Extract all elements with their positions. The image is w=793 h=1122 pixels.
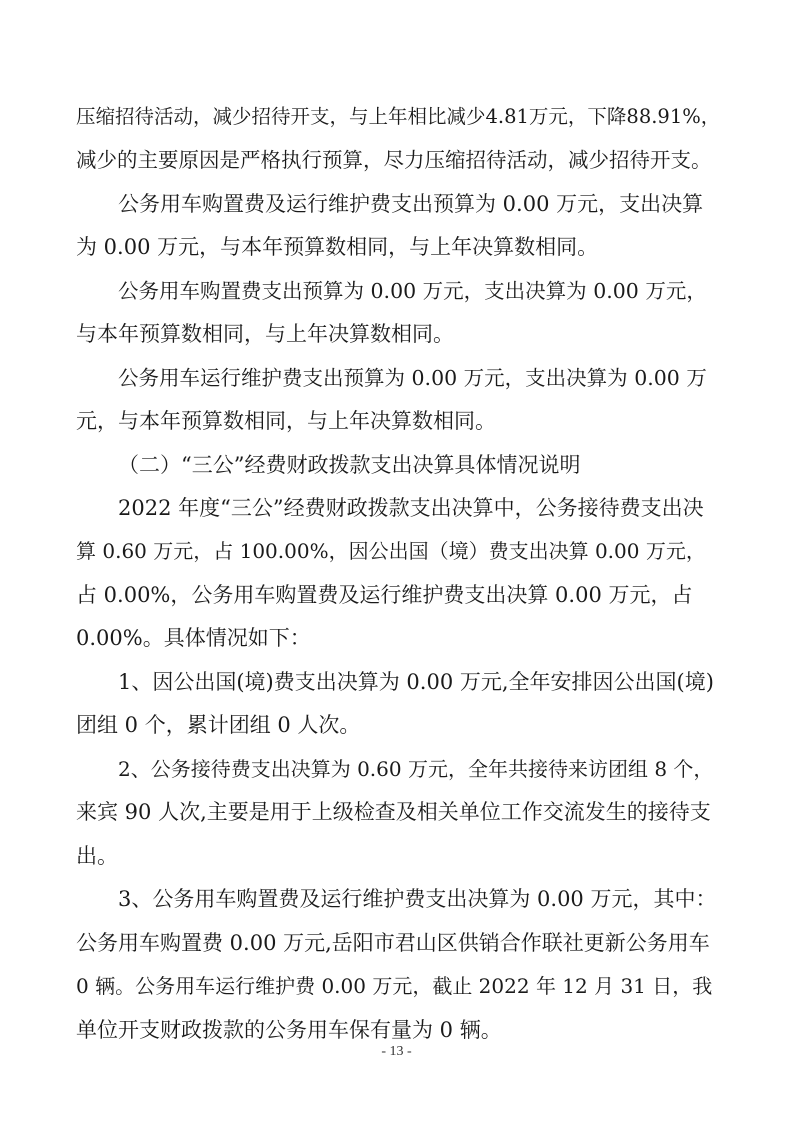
paragraph-line: 团组 0 个，累计团组 0 人次。 xyxy=(76,713,361,737)
paragraph-line: 公务用车运行维护费支出预算为 0.00 万元，支出决算为 0.00 万 xyxy=(118,366,707,390)
paragraph-line: 0.00%。具体情况如下： xyxy=(76,626,311,650)
paragraph-line: 3、公务用车购置费及运行维护费支出决算为 0.00 万元，其中： xyxy=(118,887,717,911)
paragraph-line: 来宾 90 人次,主要是用于上级检查及相关单位工作交流发生的接待支 xyxy=(76,800,711,824)
paragraph-line: 为 0.00 万元，与本年预算数相同，与上年决算数相同。 xyxy=(76,235,599,259)
paragraph-line: 公务用车购置费及运行维护费支出预算为 0.00 万元，支出决算 xyxy=(118,192,704,216)
paragraph-line: 0 辆。公务用车运行维护费 0.00 万元，截止 2022 年 12 月 31 日，我 xyxy=(76,974,713,998)
paragraph-line: 1、因公出国(境)费支出决算为 0.00 万元,全年安排因公出国(境) xyxy=(118,670,714,694)
paragraph-line: 出。 xyxy=(76,844,118,868)
section-heading: （二）“三公”经费财政拨款支出决算具体情况说明 xyxy=(118,453,581,477)
paragraph-line: 公务用车购置费 0.00 万元,岳阳市君山区供销合作联社更新公务用车 xyxy=(76,931,710,955)
paragraph-line: 元，与本年预算数相同，与上年决算数相同。 xyxy=(76,409,496,433)
paragraph-line: 减少的主要原因是严格执行预算，尽力压缩招待活动，减少招待开支。 xyxy=(76,148,712,172)
paragraph-line: 占 0.00%，公务用车购置费及运行维护费支出决算 0.00 万元，占 xyxy=(76,583,693,607)
paragraph-line: 2022 年度“三公”经费财政拨款支出决算中，公务接待费支出决 xyxy=(118,496,704,520)
page-number: - 13 - xyxy=(381,1044,412,1059)
paragraph-line: 压缩招待活动，减少招待开支，与上年相比减少4.81万元，下降88.91%， xyxy=(76,105,721,128)
paragraph-line: 2、公务接待费支出决算为 0.60 万元，全年共接待来访团组 8 个， xyxy=(118,757,714,781)
paragraph-line: 与本年预算数相同，与上年决算数相同。 xyxy=(76,322,454,346)
paragraph-line: 公务用车购置费支出预算为 0.00 万元，支出决算为 0.00 万元， xyxy=(118,279,707,303)
paragraph-line: 算 0.60 万元，占 100.00%，因公出国（境）费支出决算 0.00 万元， xyxy=(76,539,706,563)
paragraph-line: 单位开支财政拨款的公务用车保有量为 0 辆。 xyxy=(76,1018,502,1042)
